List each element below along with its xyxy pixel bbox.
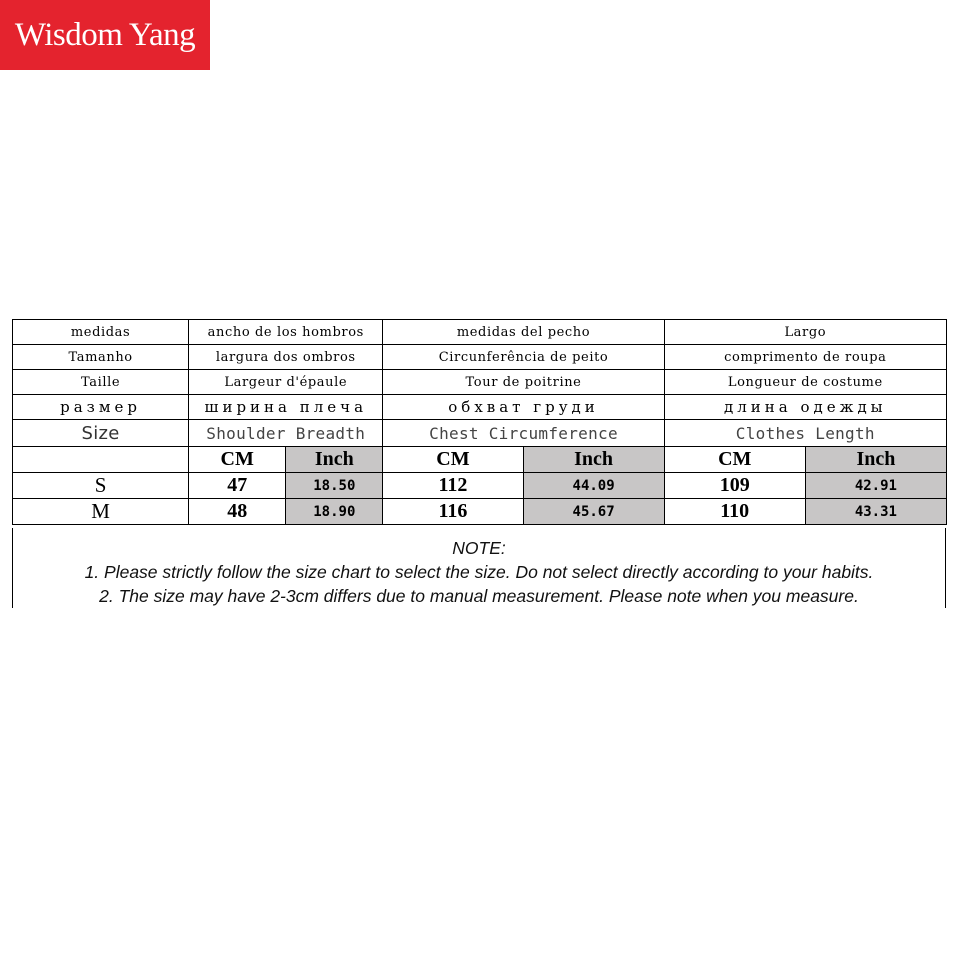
header-row-spanish xyxy=(13,320,947,345)
header-row-french xyxy=(13,370,947,395)
header-cell: Clothes Length xyxy=(664,420,946,447)
brand-logo: Wisdom Yang xyxy=(0,0,210,70)
length-inch: 42.91 xyxy=(805,473,946,499)
header-cell: Largo xyxy=(664,320,946,345)
header-cell: Size xyxy=(13,420,189,447)
table-row-size-s xyxy=(13,473,947,499)
header-cell: comprimento de roupa xyxy=(664,345,946,370)
header-cell: длина одежды xyxy=(664,395,946,420)
shoulder-cm: 48 xyxy=(189,499,286,525)
note-line-1: 1. Please strictly follow the size chart to select the size. Do not select directly according to your habits. xyxy=(84,562,874,582)
header-cell: ancho de los hombros xyxy=(189,320,383,345)
shoulder-cm: 47 xyxy=(189,473,286,499)
header-cell: Taille xyxy=(13,370,189,395)
length-inch: 43.31 xyxy=(805,499,946,525)
length-cm: 109 xyxy=(664,473,805,499)
size-note xyxy=(12,528,946,608)
chest-cm: 112 xyxy=(383,473,523,499)
table-row-size-m xyxy=(13,499,947,525)
unit-inch: Inch xyxy=(805,447,946,473)
chest-inch: 44.09 xyxy=(523,473,664,499)
header-cell: Chest Circumference xyxy=(383,420,664,447)
header-cell: largura dos ombros xyxy=(189,345,383,370)
unit-cm: CM xyxy=(664,447,805,473)
shoulder-inch: 18.90 xyxy=(286,499,383,525)
header-cell: размер xyxy=(13,395,189,420)
unit-inch: Inch xyxy=(286,447,383,473)
shoulder-inch: 18.50 xyxy=(286,473,383,499)
header-row-portuguese xyxy=(13,345,947,370)
header-row-russian xyxy=(13,395,947,420)
chest-inch: 45.67 xyxy=(523,499,664,525)
note-title: NOTE: xyxy=(452,538,506,558)
size-label: M xyxy=(13,499,189,525)
header-cell: medidas xyxy=(13,320,189,345)
note-line-2: 2. The size may have 2-3cm differs due to manual measurement. Please note when you measure. xyxy=(99,586,859,606)
header-cell: Circunferência de peito xyxy=(383,345,664,370)
unit-cm: CM xyxy=(383,447,523,473)
unit-inch: Inch xyxy=(523,447,664,473)
header-cell: Shoulder Breadth xyxy=(189,420,383,447)
header-cell: Longueur de costume xyxy=(664,370,946,395)
length-cm: 110 xyxy=(664,499,805,525)
size-label: S xyxy=(13,473,189,499)
header-cell: ширина плеча xyxy=(189,395,383,420)
unit-cell-empty xyxy=(13,447,189,473)
header-cell: Tamanho xyxy=(13,345,189,370)
chest-cm: 116 xyxy=(383,499,523,525)
unit-row xyxy=(13,447,947,473)
size-chart-table xyxy=(12,319,947,525)
header-cell: Tour de poitrine xyxy=(383,370,664,395)
unit-cm: CM xyxy=(189,447,286,473)
header-cell: Largeur d'épaule xyxy=(189,370,383,395)
header-cell: medidas del pecho xyxy=(383,320,664,345)
header-row-english xyxy=(13,420,947,447)
header-cell: обхват груди xyxy=(383,395,664,420)
